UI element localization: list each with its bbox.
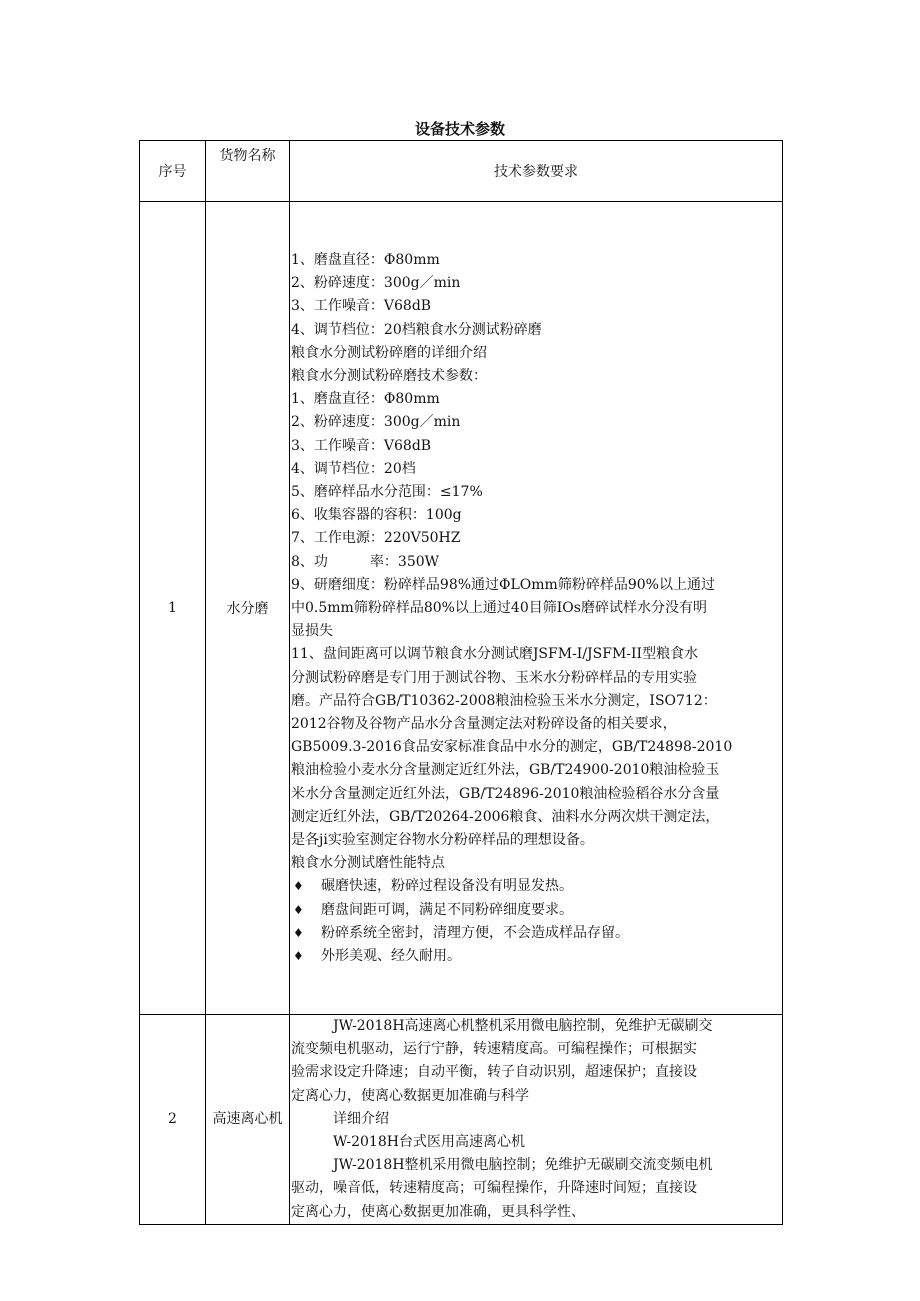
row-name: 水分磨 (206, 202, 290, 1015)
diamond-bullet-icon: ♦ (293, 879, 304, 894)
spec-line: 2012谷物及谷物产品水分含量测定法对粉碎设备的相关要求， (291, 716, 677, 733)
row-spec (290, 1015, 783, 1225)
feature-item (291, 875, 782, 898)
header-spec: 技术参数要求 (290, 141, 783, 202)
spec-line: 11、盘间距离可以调节粮食水分测试磨JSFM-I/JSFM-II型粮食水 (291, 646, 699, 663)
spec-line: 定离心力，使离心数据更加准确与科学 (291, 1087, 529, 1104)
spec-line: 流变频电机驱动，运行宁静，转速精度高。可编程操作；可根据实 (291, 1041, 697, 1058)
header-no: 序号 (140, 141, 206, 202)
spec-line: 1、磨盘直径：Φ80mm (291, 391, 440, 408)
diamond-bullet-icon: ♦ (293, 925, 304, 940)
spec-line: 显损失 (291, 623, 333, 640)
feature-item (291, 945, 782, 968)
row-no: 2 (140, 1015, 206, 1225)
spec-lines (291, 1015, 782, 1224)
spec-line: 驱动，噪音低，转速精度高；可编程操作，升降速时间短；直接设 (291, 1180, 697, 1197)
diamond-bullet-icon: ♦ (293, 949, 304, 964)
row-name (206, 1015, 290, 1225)
spec-line: 中0.5mm筛粉碎样品80%以上通过40目筛IOs磨碎试样水分没有明 (291, 600, 707, 617)
table-row (140, 1015, 783, 1225)
feature-list (291, 875, 782, 968)
page-title: 设备技术参数 (414, 120, 505, 138)
spec-line: 9、研磨细度：粉碎样品98%通过ΦLOmm筛粉碎样品90%以上通过 (291, 576, 715, 593)
spec-line: 2、粉碎速度：300g／min (291, 414, 461, 431)
spec-line: 4、调节档位：20档粮食水分测试粉碎磨 (291, 321, 542, 338)
spec-line: 是各ji实验室测定谷物水分粉碎样品的理想设备。 (291, 832, 594, 849)
spec-lines (291, 249, 782, 875)
spec-line: 2、粉碎速度：300g／min (291, 275, 461, 292)
row-spec (290, 202, 783, 1015)
spec-line: 6、收集容器的容积：100g (291, 507, 462, 524)
feature-item (291, 922, 782, 945)
header-name: 货物名称 (206, 141, 290, 202)
feature-text: 外形美观、经久耐用。 (321, 948, 461, 965)
spec-line: 5、磨碎样品水分范围：≤17% (291, 484, 483, 501)
spec-line: 8、功 率：350W (291, 553, 440, 570)
row-no: 1 (140, 202, 206, 1015)
spec-line: 定离心力，使离心数据更加准确，更具科学性、 (291, 1203, 585, 1220)
spec-line: 粮食水分测试粉碎磨的详细介绍 (291, 344, 487, 361)
spec-line: JW-2018H整机采用微电脑控制；免维护无碳刷交流变频电机 (333, 1157, 713, 1174)
spec-table (139, 140, 783, 1225)
row-name-text: 高速离心机 (212, 1111, 283, 1128)
table-header-row (140, 141, 783, 202)
spec-line: 粮食水分测试磨性能特点 (291, 855, 445, 872)
spec-line: JW-2018H高速离心机整机采用微电脑控制，免维护无碳刷交 (333, 1018, 713, 1034)
feature-text: 磨盘间距可调，满足不同粉碎细度要求。 (321, 901, 573, 918)
spec-line: 磨。产品符合GB/T10362-2008粮油检验玉米水分测定，ISO712： (291, 692, 717, 709)
spec-line: 4、调节档位：20档 (291, 460, 416, 477)
spec-line: 粮食水分测试粉碎磨技术参数： (291, 368, 487, 385)
spec-line: W-2018H台式医用高速离心机 (333, 1134, 525, 1151)
spec-line: 验需求设定升降速；自动平衡，转子自动识别，超速保护；直接设 (291, 1064, 697, 1081)
feature-text: 碾磨快速，粉碎过程设备没有明显发热。 (321, 878, 573, 895)
spec-line: 3、工作噪音：V68dB (291, 298, 432, 315)
feature-text: 粉碎系统全密封，清理方便，不会造成样品存留。 (321, 924, 629, 941)
spec-line: 分测试粉碎磨是专门用于测试谷物、玉米水分粉碎样品的专用实验 (291, 669, 697, 686)
feature-item (291, 899, 782, 922)
spec-line: 7、工作电源：220V50HZ (291, 530, 461, 547)
spec-line: 详细介绍 (333, 1110, 389, 1127)
spec-line: 粮油检验小麦水分含量测定近红外法，GB/T24900-2010粮油检验玉 (291, 762, 720, 779)
table-row (140, 202, 783, 1015)
spec-line: 3、工作噪音：V68dB (291, 437, 432, 454)
spec-line: GB5009.3-2016食品安家标准食品中水分的测定，GB/T24898-2010 (291, 739, 733, 756)
spec-line: 测定近红外法，GB/T20264-2006粮食、油料水分两次烘干测定法， (291, 808, 720, 825)
diamond-bullet-icon: ♦ (293, 902, 304, 917)
spec-line: 1、磨盘直径：Φ80mm (291, 252, 440, 268)
spec-line: 米水分含量测定近红外法，GB/T24896-2010粮油检验稻谷水分含量 (291, 785, 720, 802)
